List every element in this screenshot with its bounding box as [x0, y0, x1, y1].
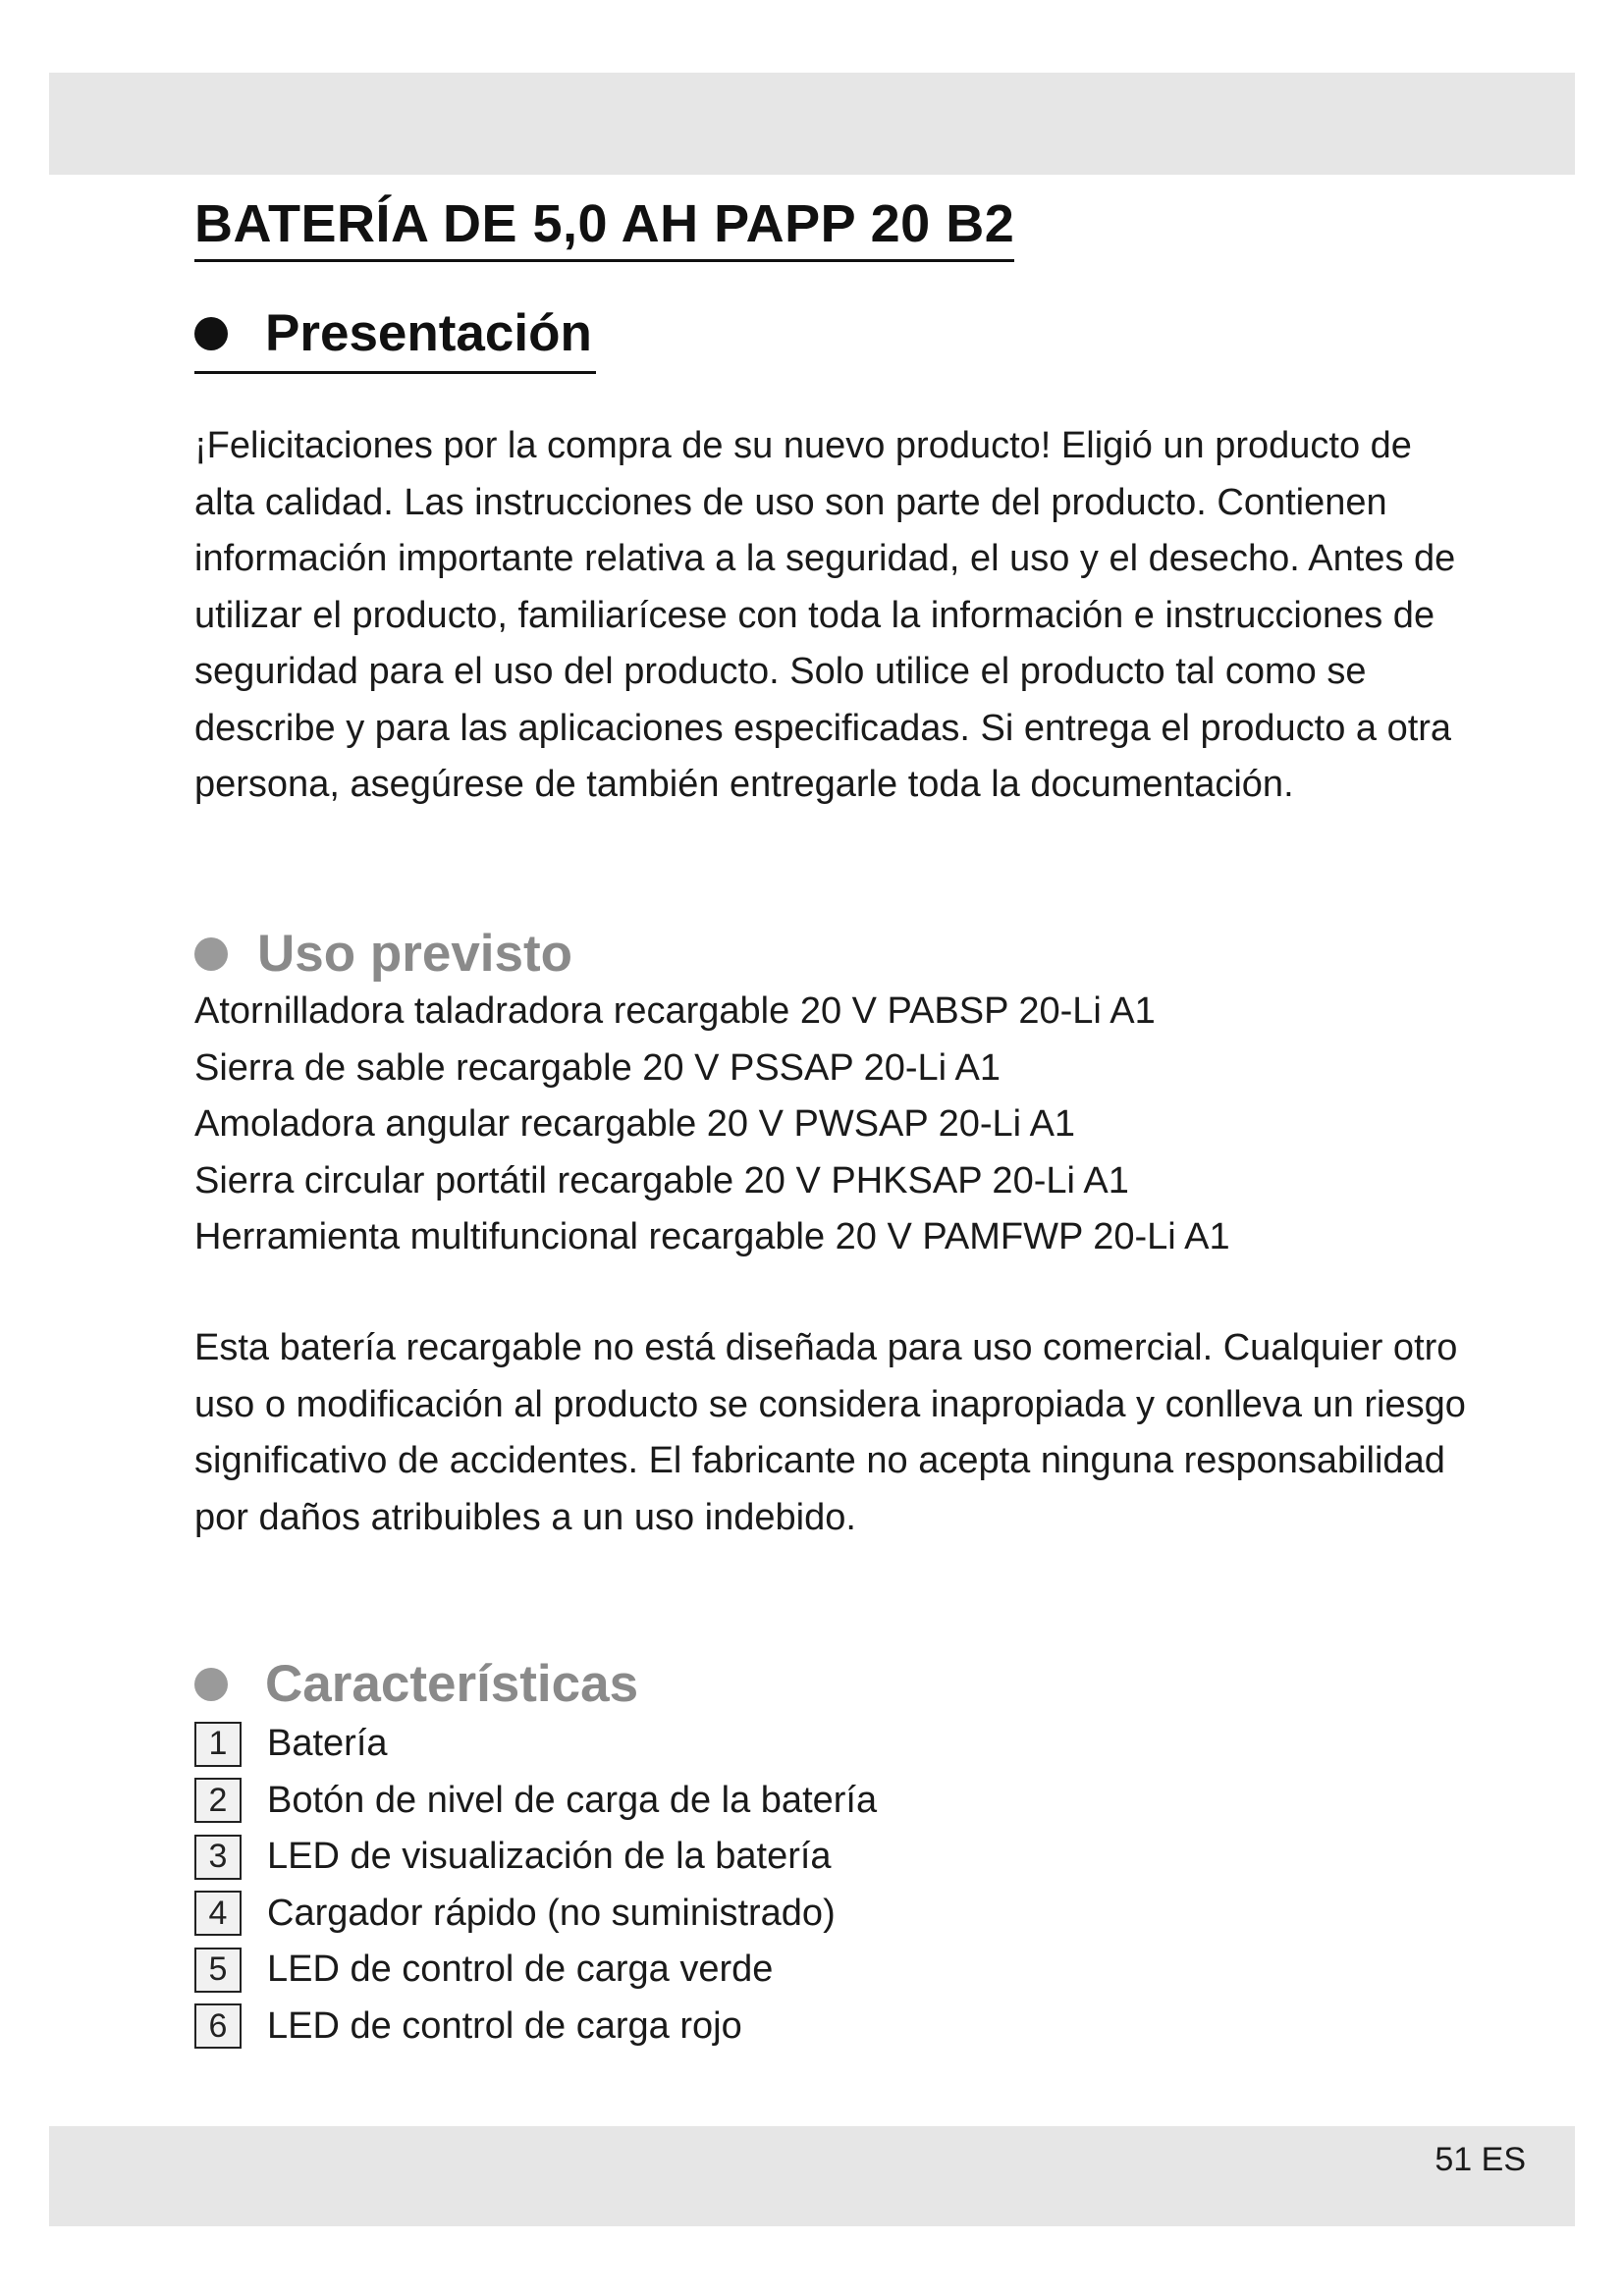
list-item [194, 1886, 877, 1943]
section-heading-uso-previsto [194, 925, 572, 984]
item-label: Cargador rápido (no suministrado) [267, 1892, 836, 1934]
list-item: Sierra de sable recargable 20 V PSSAP 20-Li A1 [194, 1046, 1001, 1089]
section-heading-presentacion [194, 302, 596, 374]
bullet-icon [194, 317, 228, 350]
footer-band [49, 2126, 1575, 2226]
bullet-icon [194, 1668, 228, 1701]
list-item [194, 1773, 877, 1830]
list-item [194, 1716, 877, 1773]
item-label: Batería [267, 1723, 388, 1765]
page-number: 51 ES [1435, 2141, 1526, 2178]
list-item: Amoladora angular recargable 20 V PWSAP 20-Li A1 [194, 1103, 1076, 1145]
item-label: LED de visualización de la batería [267, 1836, 832, 1878]
section-heading-label: Presentación [265, 304, 592, 362]
item-number-box: 1 [194, 1722, 242, 1767]
list-item [194, 1829, 877, 1886]
list-item: Atornilladora taladradora recargable 20 V PABSP 20-Li A1 [194, 990, 1156, 1032]
header-band [49, 73, 1575, 175]
document-title: BATERÍA DE 5,0 AH PAPP 20 B2 [194, 192, 1014, 262]
section-heading-label: Características [265, 1655, 639, 1713]
item-number-box: 5 [194, 1948, 242, 1993]
features-list [194, 1716, 877, 2055]
bullet-icon [194, 937, 228, 971]
intro-paragraph: ¡Felicitaciones por la compra de su nuevo producto! Eligió un producto de alta calidad. Las instrucciones de uso son parte del producto. Contienen información importante relativa a la seguridad, el uso y el desecho. Antes de utilizar el producto, familiarícese con toda la información e instrucciones de seguridad para el uso del producto. Solo utilice el producto tal como se describe y para las aplicaciones especificadas. Si entrega el producto a otra persona, asegúrese de también entregarle toda la documentación. [194, 425, 1456, 805]
section-heading-caracteristicas [194, 1655, 638, 1714]
list-item [194, 1942, 877, 1999]
list-item: Herramienta multifuncional recargable 20 V PAMFWP 20-Li A1 [194, 1216, 1230, 1257]
item-number-box: 2 [194, 1778, 242, 1823]
item-label: LED de control de carga rojo [267, 2004, 742, 2047]
item-number-box: 3 [194, 1835, 242, 1880]
list-item: Sierra circular portátil recargable 20 V PHKSAP 20-Li A1 [194, 1159, 1129, 1201]
section-heading-label: Uso previsto [257, 925, 573, 983]
item-number-box: 4 [194, 1891, 242, 1936]
list-item [194, 1999, 877, 2056]
item-number-box: 6 [194, 2003, 242, 2049]
item-label: Botón de nivel de carga de la batería [267, 1779, 878, 1821]
intended-use-paragraph: Esta batería recargable no está diseñada para uso comercial. Cualquier otro uso o modificación al producto se considera inapropiada y conlleva un riesgo significativo de accidentes. El fabricante no acepta ninguna responsabilidad por daños atribuibles a un uso indebido. [194, 1327, 1466, 1538]
intended-use-list [194, 984, 1230, 1266]
item-label: LED de control de carga verde [267, 1949, 774, 1991]
